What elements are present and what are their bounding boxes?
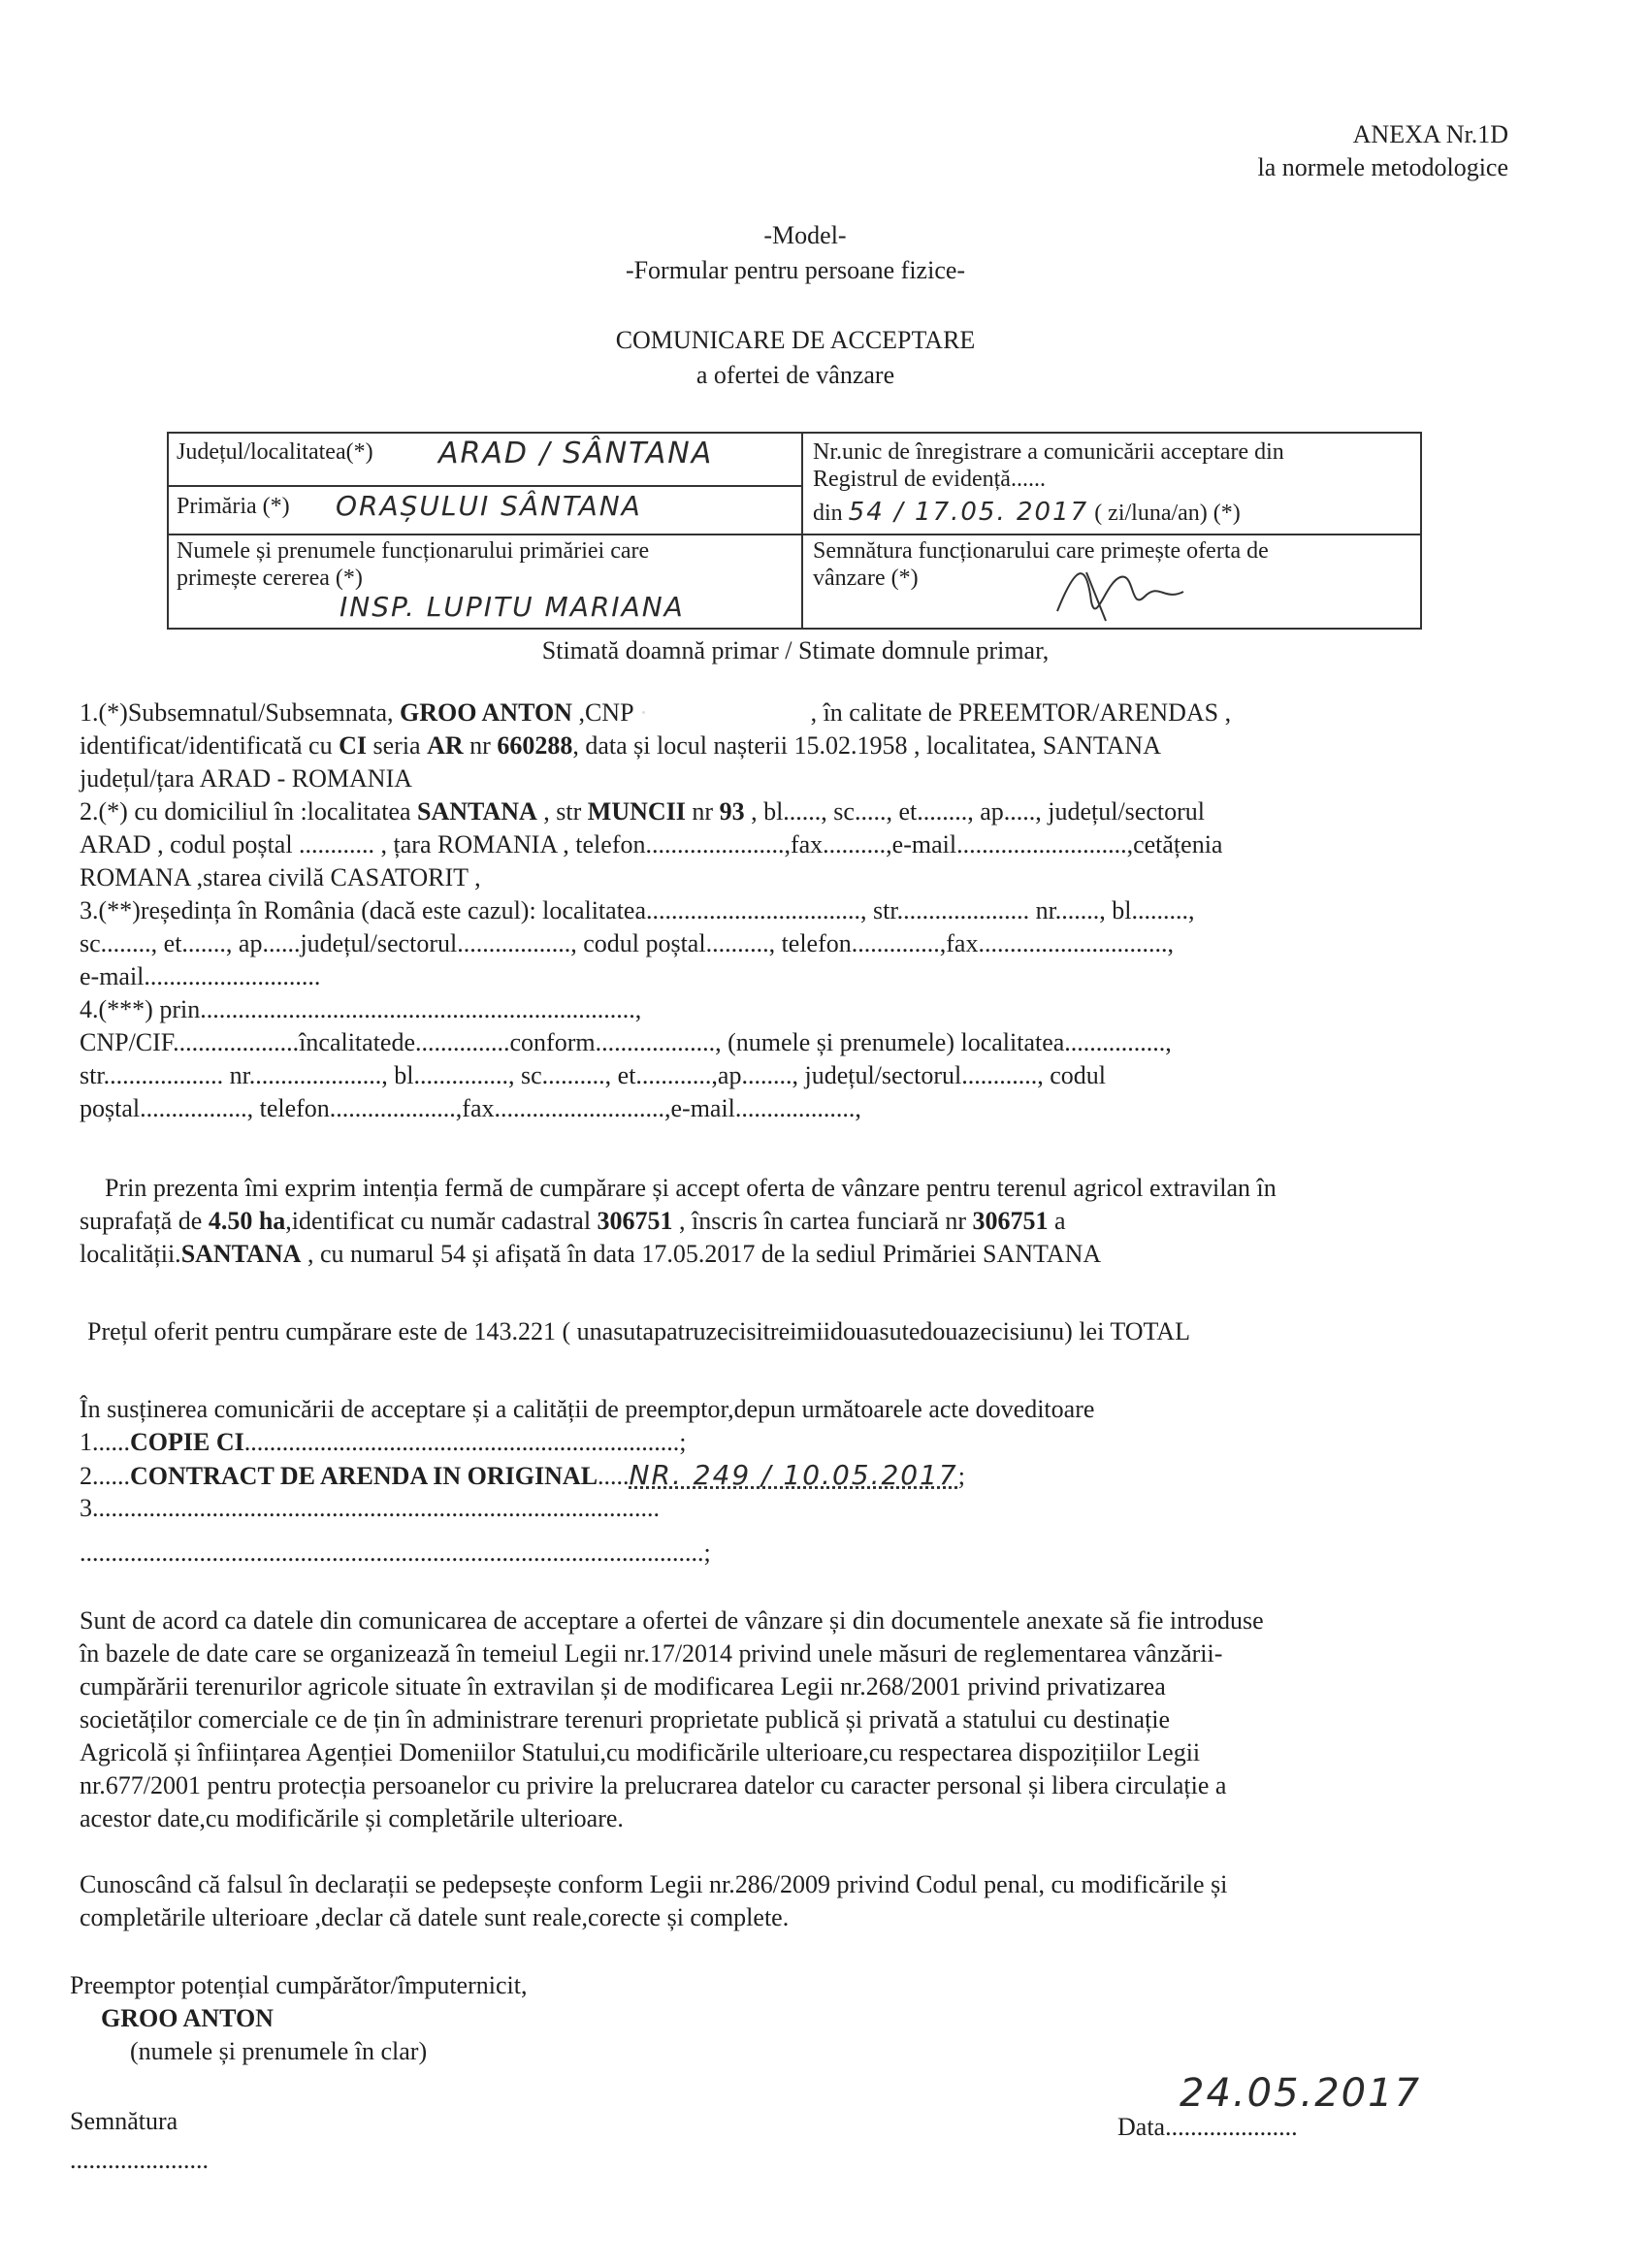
semnatura-label-2: vânzare (*) (813, 566, 919, 591)
domiciliu-localitate: SANTANA (417, 797, 537, 826)
nr-label-3 (813, 499, 1241, 527)
annex-number: ANEXA Nr.1D (1352, 120, 1508, 148)
p1-line-2 (80, 729, 1161, 762)
applicant-name: GROO ANTON (400, 698, 572, 727)
id-type: CI (339, 731, 368, 760)
localitate-teren: SANTANA (180, 1240, 302, 1268)
carte-funciara-number: 306751 (972, 1207, 1049, 1235)
annex-subtitle: la normele metodologice (1257, 153, 1508, 181)
primaria-label: Primăria (*) (177, 494, 290, 519)
series-label: seria (367, 731, 428, 760)
p1-id-label: identificat/identificată cu (80, 731, 340, 760)
official-signature-icon (1048, 553, 1193, 631)
p2-line-2: ARAD , codul poștal ............ , țara ROMANIA , telefon......................,fax..........,e-mail...........................,cetățenia (80, 830, 1223, 859)
id-number: 660288 (497, 731, 573, 760)
p5-line-3 (80, 1238, 1101, 1271)
id-series: AR (427, 731, 464, 760)
p5-line-1: Prin prezenta îmi exprim intenția fermă de cumpărare și accept oferta de vânzare pentru terenul agricol extravilan în (105, 1174, 1277, 1202)
p4-line-4: poștal................., telefon....................,fax...........................,e-mail..................., (80, 1094, 861, 1122)
fals-line-2: completările ulterioare ,declar că datele sunt reale,corecte și complete. (80, 1903, 790, 1931)
nr-label-2: Registrul de evidență...... (813, 467, 1046, 492)
gdpr-line-3: cumpărării terenurilor agricole situate în extravilan și de modificarea Legii nr.268/2001 privind privatizarea (80, 1672, 1166, 1701)
p2-line-3: ROMANA ,starea civilă CASATORIT , (80, 863, 481, 891)
functionar-label-1: Numele și prenumele funcționarului primăriei care (177, 538, 650, 564)
act-1 (80, 1426, 686, 1459)
judet-value: ARAD / SÂNTANA (438, 437, 714, 470)
birth-info: , data și locul nașterii 15.02.1958 , localitatea, SANTANA (572, 731, 1161, 760)
carte-funciara-label: , înscris în cartea funciară nr (672, 1207, 973, 1235)
document-title: COMUNICARE DE ACCEPTARE (615, 326, 976, 354)
p2-text: 2.(*) cu domiciliul în :localitatea (80, 797, 418, 826)
form-type-label: -Formular pentru persoane fizice- (625, 256, 966, 284)
model-label: -Model- (763, 221, 847, 249)
functionar-value: INSP. LUPITU MARIANA (340, 591, 685, 623)
document-subtitle: a ofertei de vânzare (695, 361, 895, 389)
act-4: ...................................................................................................; (80, 1539, 711, 1567)
cadastral-label: ,identificat cu număr cadastral (285, 1207, 598, 1235)
gdpr-line-2: în bazele de date care se organizează în temeiul Legii nr.17/2014 privind unele măsuri de reglementarea vânzării- (80, 1639, 1223, 1668)
domiciliu-strada: MUNCII (587, 797, 686, 826)
cadastral-number: 306751 (597, 1207, 673, 1235)
nr-label-1: Nr.unic de înregistrare a comunicării acceptare din (813, 439, 1284, 465)
p4-line-3: str................... nr....................., bl..............., sc.........., et............,ap........, județul/sectorul............, codul (80, 1061, 1106, 1089)
cnp-redacted: · (639, 698, 648, 727)
p1-line-3: județul/țara ARAD - ROMANIA (80, 764, 413, 793)
nr-label-din: din (813, 501, 843, 526)
p5-line-2 (80, 1205, 1066, 1238)
acte-intro: În susținerea comunicării de acceptare și a calității de preemptor,depun următoarele acte doveditoare (80, 1395, 1095, 1423)
act-2-handwritten: NR. 249 / 10.05.2017 (629, 1459, 958, 1491)
p4-line-2: CNP/CIF....................încalitatede...............conform..................., (numele și prenumele) localitatea................, (80, 1028, 1172, 1056)
act-1-number: 1...... (80, 1428, 130, 1456)
nr-label-format: ( zi/luna/an) (*) (1094, 501, 1241, 526)
judet-label: Județul/localitatea(*) (177, 439, 373, 465)
table-divider-2 (167, 534, 1420, 535)
p1-line-1 (80, 697, 1231, 729)
applicant-name-footer: GROO ANTON (101, 2004, 274, 2032)
nr-label-2: nr (685, 797, 720, 826)
suprafata-label: suprafață de (80, 1207, 209, 1235)
p2-line-1 (80, 795, 1205, 828)
p2-rest: , bl......, sc....., et........, ap....., județul/sectorul (744, 797, 1205, 826)
p1-text: 1.(*)Subsemnatul/Subsemnata, (80, 698, 401, 727)
domiciliu-numar: 93 (719, 797, 745, 826)
p3-line-3: e-mail............................ (80, 962, 321, 990)
localitatii-label: localității. (80, 1240, 181, 1268)
act-1-name: COPIE CI (130, 1428, 244, 1456)
semnatura-label-1: Semnătura funcționarului care primește oferta de (813, 538, 1269, 564)
table-divider-vertical (801, 432, 803, 628)
signature-dots: ...................... (70, 2146, 209, 2174)
p3-line-2: sc........, et......., ap......județul/sectorul.................., codul poștal.........., telefon..............,fax.............................., (80, 929, 1174, 957)
afisare-info: , cu numarul 54 și afișată în data 17.05.2017 de la sediul Primăriei SANTANA (301, 1240, 1102, 1268)
gdpr-line-5: Agricolă și înființarea Agenției Domeniilor Statului,cu modificările ulterioare,cu respectarea dispozițiilor Legii (80, 1738, 1201, 1766)
act-2-number: 2...... (80, 1462, 130, 1490)
date-handwritten: 24.05.2017 (1180, 2071, 1422, 2116)
p3-line-1: 3.(**)reședința în România (dacă este cazul): localitatea.................................., str..................... nr......., bl........., (80, 896, 1195, 924)
signature-label: Semnătura (70, 2107, 178, 2135)
p1-cnp-label: ,CNP (571, 698, 640, 727)
act-2-end: ; (957, 1462, 965, 1490)
preemptor-label: Preemptor potențial cumpărător/împuternicit, (70, 1971, 528, 1999)
act-1-dots: .....................................................................; (243, 1428, 687, 1456)
act-2-name: CONTRACT DE ARENDA IN ORIGINAL (130, 1462, 598, 1490)
p4-line-1: 4.(***) prin....................................................................., (80, 995, 642, 1023)
str-label: , str (536, 797, 588, 826)
nr-value: 54 / 17.05. 2017 (848, 498, 1089, 527)
table-divider-left-1 (167, 485, 803, 487)
greeting: Stimată doamnă primar / Stimate domnule primar, (541, 636, 1050, 664)
gdpr-line-4: societăților comerciale ce de țin în administrare terenuri proprietate publică și privată a statului cu destinație (80, 1705, 1171, 1733)
date-label: Data..................... (1117, 2113, 1298, 2141)
nr-label: nr (463, 731, 498, 760)
fals-line-1: Cunoscând că falsul în declarații se pedepsește conform Legii nr.286/2009 privind Codul penal, cu modificările și (80, 1870, 1228, 1898)
suprafata-value: 4.50 ha (208, 1207, 286, 1235)
primaria-value: ORAȘULUI SÂNTANA (336, 490, 642, 522)
p1-calitate: , în calitate de PREEMTOR/ARENDAS , (804, 698, 1232, 727)
functionar-label-2: primește cererea (*) (177, 566, 363, 591)
act-2: 2......CONTRACT DE ARENDA IN ORIGINAL.....NR. 249 / 10.05.2017; (80, 1459, 965, 1491)
gdpr-line-1: Sunt de acord ca datele din comunicarea de acceptare a ofertei de vânzare și din documentele anexate să fie introduse (80, 1606, 1264, 1635)
gdpr-line-7: acestor date,cu modificările și completările ulterioare. (80, 1804, 624, 1832)
name-clar-label: (numele și prenumele în clar) (130, 2037, 428, 2065)
p5-a: a (1048, 1207, 1066, 1235)
gdpr-line-6: nr.677/2001 pentru protecția persoanelor cu privire la prelucrarea datelor cu caracter personal și libera circulație a (80, 1771, 1227, 1799)
act-3: 3.......................................................................................... (80, 1494, 660, 1522)
price-statement: Prețul oferit pentru cumpărare este de 143.221 ( unasutapatruzecisitreimiidouasutedouazecisiunu) lei TOTAL (87, 1317, 1190, 1345)
